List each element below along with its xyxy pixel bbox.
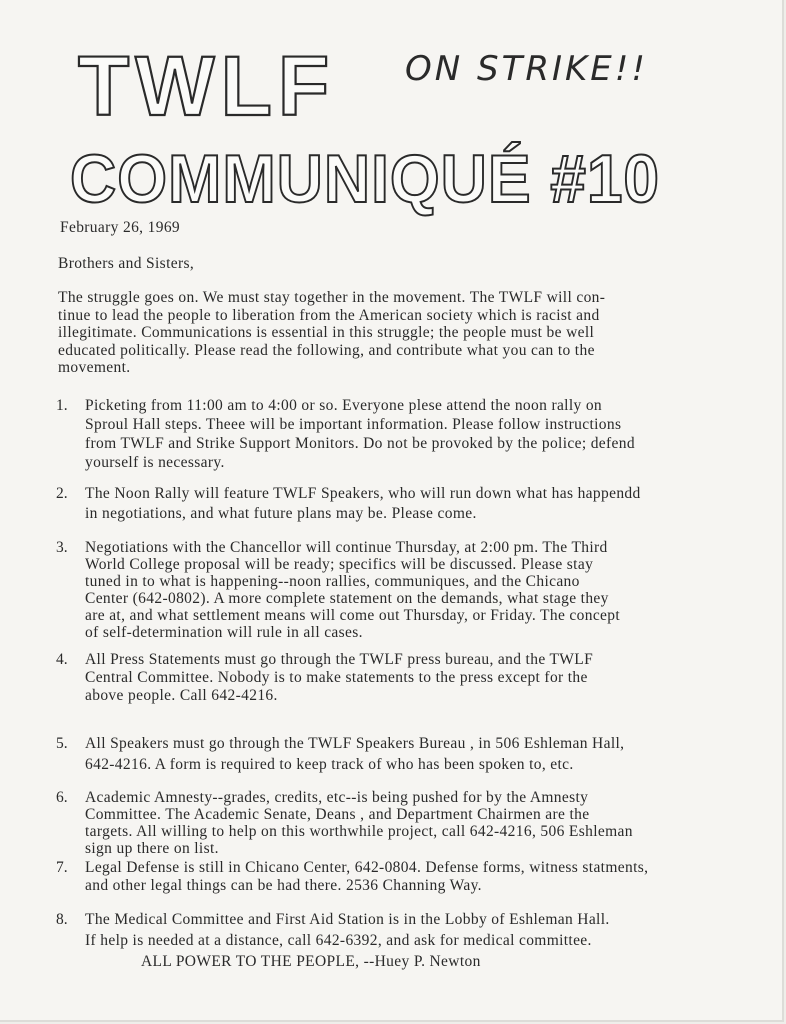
- list-item: [85, 539, 620, 641]
- item-number: 3.: [56, 539, 68, 556]
- item-line: 642-4216. A form is required to keep track of who has been spoken to, etc.: [85, 756, 574, 773]
- intro-line: educated politically. Please read the following, and contribute what you can to the: [58, 341, 595, 359]
- list-item: [85, 735, 624, 777]
- intro-paragraph: [58, 289, 605, 377]
- list-item: [85, 397, 635, 473]
- item-number: 1.: [56, 397, 68, 414]
- intro-line: movement.: [58, 359, 131, 376]
- item-line: Central Committee. Nobody is to make statements to the press except for the: [85, 669, 588, 686]
- item-line: in negotiations, and what future plans may be. Please come.: [85, 505, 477, 522]
- list-item: [85, 859, 648, 895]
- title-line2: COMMUNIQUÉ #10: [70, 141, 660, 217]
- title-line1: TWLF: [78, 39, 336, 133]
- list-item: [85, 651, 593, 705]
- item-line: Committee. The Academic Senate, Deans , and Department Chairmen are the: [85, 806, 590, 823]
- item-line: tuned in to what is happening--noon rallies, communiques, and the Chicano: [85, 573, 580, 590]
- item-number: 2.: [56, 485, 68, 502]
- item-line: sign up there on list.: [85, 840, 219, 857]
- intro-line: The struggle goes on. We must stay together in the movement. The TWLF will con-: [58, 289, 606, 306]
- on-strike-handwriting: ON STRIKE!!: [405, 49, 649, 89]
- closing-line: ALL POWER TO THE PEOPLE, --Huey P. Newton: [141, 953, 481, 970]
- item-line: Center (642-0802). A more complete statement on the demands, what stage they: [85, 590, 609, 607]
- item-line: If help is needed at a distance, call 642-6392, and ask for medical committee.: [85, 932, 592, 949]
- item-line: of self-determination will rule in all cases.: [85, 624, 363, 641]
- item-line: The Noon Rally will feature TWLF Speakers, who will run down what has happendd: [85, 485, 641, 502]
- item-number: 5.: [56, 735, 68, 752]
- item-line: targets. All willing to help on this worthwhile project, call 642-4216, 506 Eshleman: [85, 823, 633, 840]
- item-line: Academic Amnesty--grades, credits, etc--is being pushed for by the Amnesty: [85, 789, 589, 806]
- item-line: All Speakers must go through the TWLF Speakers Bureau , in 506 Eshleman Hall,: [85, 735, 625, 752]
- list-item: [85, 485, 641, 525]
- item-line: World College proposal will be ready; specifics will be discussed. Please stay: [85, 556, 594, 573]
- item-line: from TWLF and Strike Support Monitors. Do not be provoked by the police; defend: [85, 435, 635, 452]
- item-number: 7.: [56, 859, 68, 876]
- title-logo: [60, 30, 740, 220]
- item-number: 6.: [56, 789, 68, 806]
- list-item: [85, 789, 633, 857]
- item-line: Sproul Hall steps. Theee will be important information. Please follow instructions: [85, 416, 622, 433]
- intro-line: illegitimate. Communications is essential in this struggle; the people must be well: [58, 324, 595, 341]
- greeting: Brothers and Sisters,: [58, 255, 195, 272]
- item-line: Negotiations with the Chancellor will continue Thursday, at 2:00 pm. The Third: [85, 539, 608, 556]
- date: February 26, 1969: [60, 219, 181, 236]
- item-line: yourself is necessary.: [85, 454, 225, 471]
- item-line: are at, and what settlement means will come out Thursday, or Friday. The concept: [85, 607, 621, 624]
- item-number: 8.: [56, 911, 68, 928]
- item-line: above people. Call 642-4216.: [85, 687, 278, 704]
- item-line: and other legal things can be had there. 2536 Channing Way.: [85, 877, 482, 894]
- item-line: Picketing from 11:00 am to 4:00 or so. Everyone plese attend the noon rally on: [85, 397, 603, 414]
- item-line: All Press Statements must go through the TWLF press bureau, and the TWLF: [85, 651, 594, 668]
- intro-line: tinue to lead the people to liberation from the American society which is racist and: [58, 306, 600, 324]
- item-line: Legal Defense is still in Chicano Center, 642-0804. Defense forms, witness statments,: [85, 859, 649, 876]
- item-number: 4.: [56, 651, 68, 668]
- list-item: [85, 911, 610, 953]
- item-line: The Medical Committee and First Aid Station is in the Lobby of Eshleman Hall.: [85, 911, 610, 928]
